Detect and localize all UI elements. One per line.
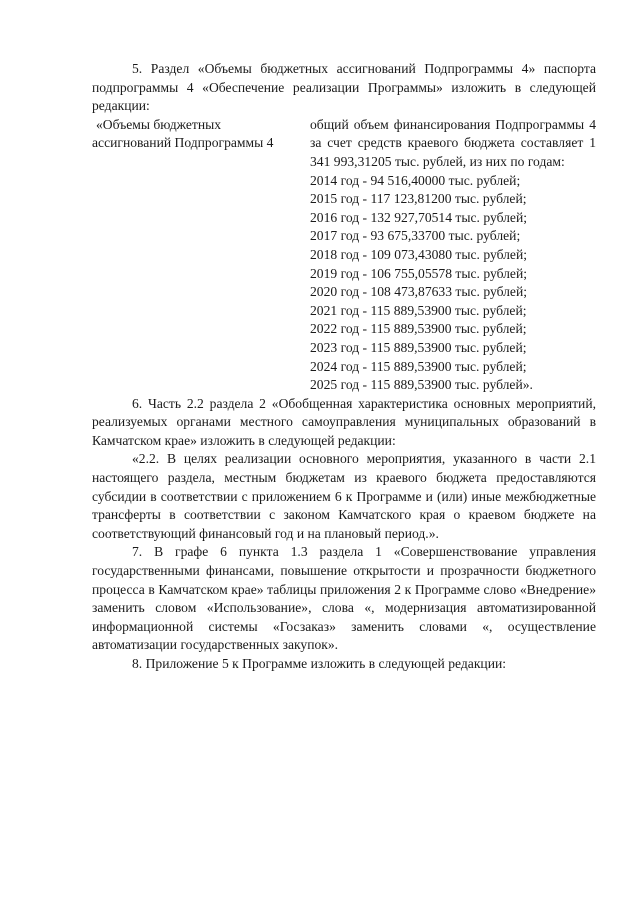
budget-intro: общий объем финансирования Подпрограммы 4 за счет средств краевого бюджета составляет 1 341 993,31205 тыс. рублей, из них по годам: [310,116,596,169]
paragraph-6: 6. Часть 2.2 раздела 2 «Обобщенная характеристика основных мероприятий, реализуемых органами местного самоуправления муниципальных образований в Камчатском крае» изложить в следующей редакции: [92,395,596,448]
paragraph-6-quote: «2.2. В целях реализации основного мероприятия, указанного в части 2.1 настоящего раздела, местным бюджетам из краевого бюджета предоставляются субсидии в соответствии с приложением 6 к Программе и (или) иные межбюджетные трансферты в соответствии с законом Камчатского края о краевом бюджете на соответствующий финансовый год и на плановый период.». [92,451,596,541]
document-page [92,60,596,674]
budget-table-value [310,116,596,395]
budget-label-line-1: «Объемы бюджетных [96,116,222,132]
budget-year-line: 2014 год - 94 516,40000 тыс. рублей; [310,172,521,188]
budget-year-line: 2019 год - 106 755,05578 тыс. рублей; [310,265,528,281]
budget-year-line: 2017 год - 93 675,33700 тыс. рублей; [310,228,521,244]
budget-year-line: 2015 год - 117 123,81200 тыс. рублей; [310,191,527,207]
budget-year-line: 2022 год - 115 889,53900 тыс. рублей; [310,321,527,337]
budget-year-line: 2020 год - 108 473,87633 тыс. рублей; [310,284,528,300]
paragraph-7: 7. В графе 6 пункта 1.3 раздела 1 «Совершенствование управления государственными финансами, повышение открытости и прозрачности бюджетного процесса в Камчатском крае» таблицы приложения 2 к Программе слово «Внедрение» заменить словом «Использование», слова «, модернизация автоматизированной информационной системы «Госзаказ» заменить словами «, осуществление автоматизации государственных закупок». [92,544,596,653]
budget-table-label [92,116,310,395]
paragraph-8: 8. Приложение 5 к Программе изложить в следующей редакции: [132,656,507,671]
budget-table [92,116,596,395]
budget-label-line-2: ассигнований Подпрограммы 4 [92,135,274,151]
budget-year-line: 2023 год - 115 889,53900 тыс. рублей; [310,339,527,355]
budget-year-line: 2018 год - 109 073,43080 тыс. рублей; [310,246,528,262]
budget-year-line: 2024 год - 115 889,53900 тыс. рублей; [310,358,527,374]
budget-year-line: 2025 год - 115 889,53900 тыс. рублей». [310,377,533,393]
budget-year-line: 2016 год - 132 927,70514 тыс. рублей; [310,209,528,225]
paragraph-5: 5. Раздел «Объемы бюджетных ассигнований Подпрограммы 4» паспорта подпрограммы 4 «Обеспечение реализации Программы» изложить в следующей редакции: [92,61,596,114]
budget-year-line: 2021 год - 115 889,53900 тыс. рублей; [310,302,527,318]
